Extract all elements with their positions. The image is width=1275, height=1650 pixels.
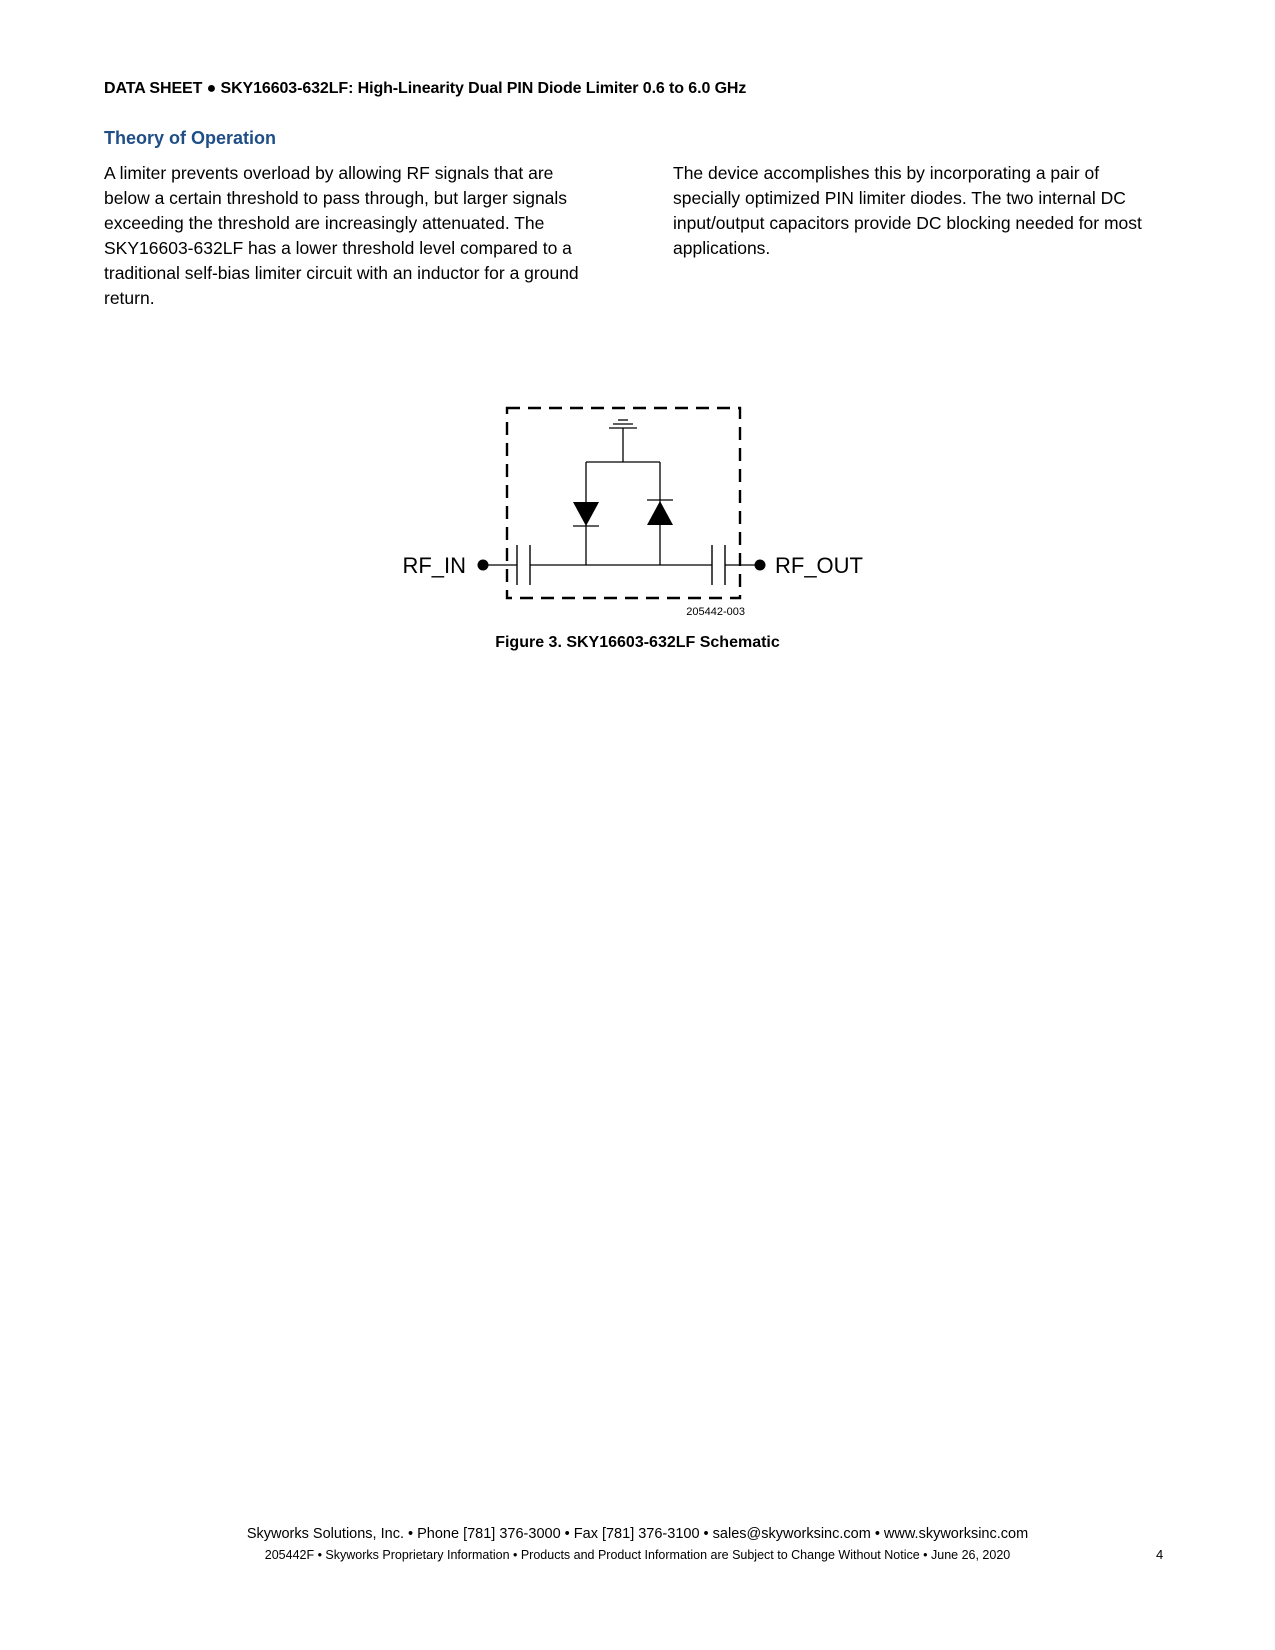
ground-icon (609, 420, 637, 462)
footer-contact: Skyworks Solutions, Inc. • Phone [781] 376-3000 • Fax [781] 376-3100 • sales@skyworksinc.com • www.skyworksinc.com (246, 1526, 1029, 1542)
paragraph-line: SKY16603-632LF has a lower threshold level compared to a (104, 238, 572, 258)
footer-notice: 205442F • Skyworks Proprietary Information • Products and Product Information are Subject to Change Without Notice • June 26, 2020 (264, 1548, 1011, 1562)
rf-out-label: RF_OUT (775, 553, 863, 578)
rf-in-terminal-icon (478, 560, 489, 571)
output-capacitor-icon (712, 545, 725, 585)
limiter-schematic (400, 400, 880, 630)
input-capacitor-icon (517, 545, 530, 585)
paragraph-right (673, 161, 1183, 261)
paragraph-line: The device accomplishes this by incorporating a pair of (673, 163, 1100, 183)
pin-diode-left-icon (573, 502, 599, 526)
rf-out-terminal-icon (755, 560, 766, 571)
document-header: DATA SHEET ● SKY16603-632LF: High-Linearity Dual PIN Diode Limiter 0.6 to 6.0 GHz (104, 80, 747, 97)
paragraph-line: below a certain threshold to pass through, but larger signals (104, 188, 568, 208)
diode-branch-wires (586, 462, 660, 565)
drawing-number: 205442-003 (686, 606, 745, 618)
section-title: Theory of Operation (104, 128, 277, 148)
page-number: 4 (1156, 1547, 1164, 1562)
paragraph-line: specially optimized PIN limiter diodes. The two internal DC (673, 188, 1126, 208)
paragraph-line: traditional self-bias limiter circuit with an inductor for a ground (104, 263, 579, 283)
paragraph-line: input/output capacitors provide DC blocking needed for most (673, 213, 1142, 233)
paragraph-line: applications. (673, 238, 771, 258)
paragraph-line: A limiter prevents overload by allowing RF signals that are (104, 163, 554, 183)
rf-in-label: RF_IN (402, 553, 466, 578)
paragraph-line: exceeding the threshold are increasingly attenuated. The (104, 213, 545, 233)
paragraph-line: return. (104, 288, 155, 308)
paragraph-left (104, 161, 604, 311)
figure-caption: Figure 3. SKY16603-632LF Schematic (495, 634, 780, 651)
pin-diode-right-icon (647, 500, 673, 525)
